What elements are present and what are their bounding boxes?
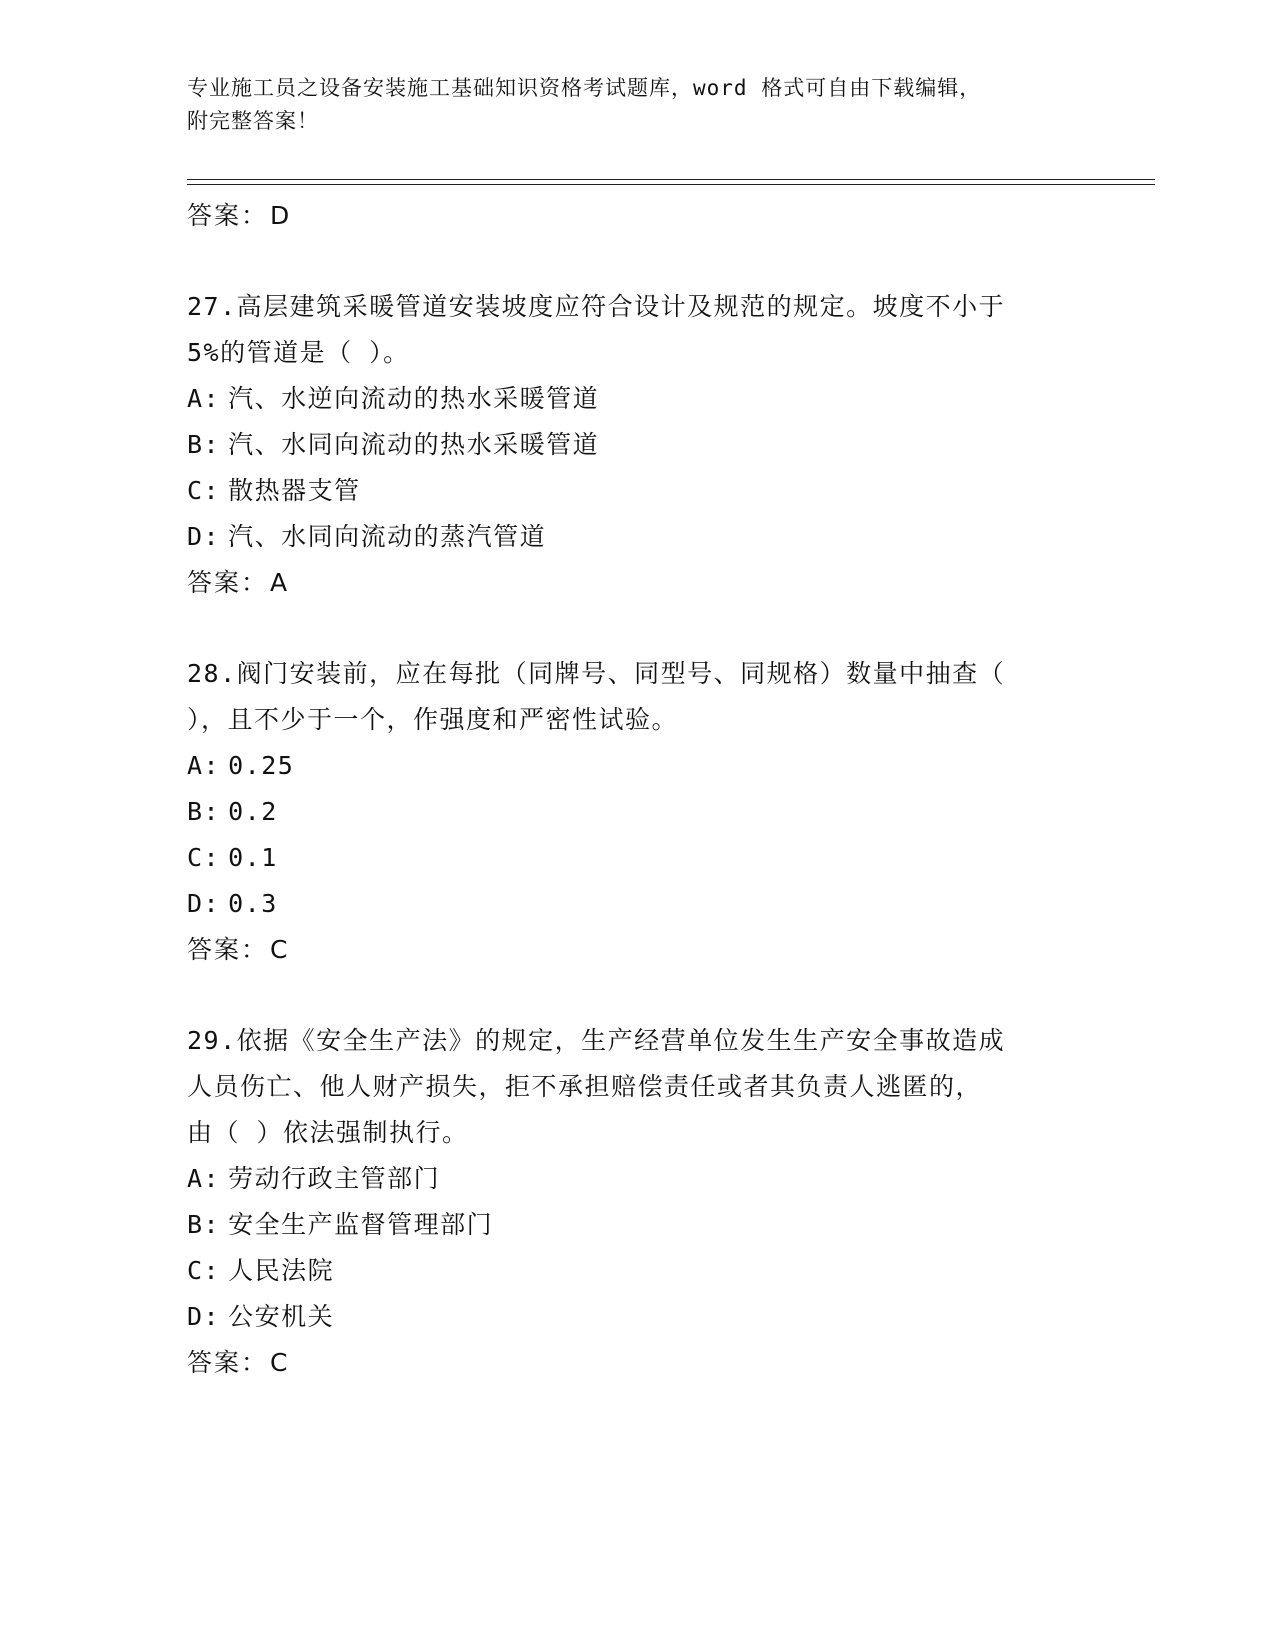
option-label: B: (187, 1210, 221, 1239)
option-label: C: (187, 843, 221, 872)
option-text: 散热器支管 (228, 476, 361, 505)
option-label: A: (187, 384, 221, 413)
option-text: 安全生产监督管理部门 (228, 1210, 494, 1239)
option-b (187, 422, 1087, 468)
answer-value: D (270, 201, 292, 230)
question-27 (187, 284, 1087, 606)
option-text: 汽、水同向流动的蒸汽管道 (228, 522, 547, 551)
option-b (187, 1202, 1087, 1248)
question-stem (187, 284, 1087, 376)
option-c (187, 1248, 1087, 1294)
option-label: C: (187, 476, 221, 505)
option-text: 汽、水同向流动的热水采暖管道 (228, 430, 600, 459)
option-text: 0.25 (228, 751, 295, 780)
option-text: 汽、水逆向流动的热水采暖管道 (228, 384, 600, 413)
header-divider-bottom (187, 184, 1155, 185)
question-stem-line: 27.高层建筑采暖管道安装坡度应符合设计及规范的规定。坡度不小于 (187, 292, 1006, 321)
option-c (187, 468, 1087, 514)
answer-value: C (270, 1348, 290, 1377)
question-answer (187, 927, 1087, 973)
question-answer (187, 560, 1087, 606)
answer-value: C (270, 935, 290, 964)
option-b (187, 789, 1087, 835)
option-label: A: (187, 1164, 221, 1193)
question-29 (187, 1018, 1087, 1386)
question-list (187, 193, 1087, 1386)
option-label: D: (187, 889, 221, 918)
option-label: B: (187, 430, 221, 459)
option-text: 0.2 (228, 797, 278, 826)
answer-value: A (270, 568, 290, 597)
option-label: B: (187, 797, 221, 826)
question-stem (187, 651, 1087, 743)
option-a (187, 743, 1087, 789)
option-label: C: (187, 1256, 221, 1285)
option-label: A: (187, 751, 221, 780)
question-answer (187, 1340, 1087, 1386)
option-a (187, 376, 1087, 422)
option-label: D: (187, 522, 221, 551)
question-stem (187, 1018, 1087, 1156)
option-a (187, 1156, 1087, 1202)
spacer (187, 973, 1087, 1018)
option-c (187, 835, 1087, 881)
option-text: 公安机关 (228, 1302, 335, 1331)
option-text: 劳动行政主管部门 (228, 1164, 441, 1193)
question-28 (187, 651, 1087, 973)
option-d (187, 881, 1087, 927)
question-stem-line: 人员伤亡、他人财产损失，拒不承担赔偿责任或者其负责人逃匿的， (187, 1072, 983, 1101)
question-stem-line: ），且不少于一个，作强度和严密性试验。 (187, 705, 679, 734)
answer-label: 答案： (187, 935, 269, 964)
option-text: 0.1 (228, 843, 278, 872)
option-d (187, 1294, 1087, 1340)
spacer (187, 606, 1087, 651)
question-stem-line: 5%的管道是（ ）。 (187, 338, 410, 367)
header-line-1: 专业施工员之设备安装施工基础知识资格考试题库，word 格式可自由下载编辑， (187, 76, 982, 100)
answer-label: 答案： (187, 568, 269, 597)
header-divider-top (187, 179, 1155, 180)
question-stem-line: 29.依据《安全生产法》的规定，生产经营单位发生生产安全事故造成 (187, 1026, 1006, 1055)
spacer (187, 239, 1087, 284)
previous-answer (187, 193, 1087, 239)
document-header-note (187, 72, 1087, 138)
question-stem-line: 28.阀门安装前，应在每批（同牌号、同型号、同规格）数量中抽查（ (187, 659, 1006, 688)
option-d (187, 514, 1087, 560)
option-text: 0.3 (228, 889, 278, 918)
option-label: D: (187, 1302, 221, 1331)
option-text: 人民法院 (228, 1256, 335, 1285)
answer-label: 答案： (187, 201, 269, 230)
header-line-2: 附完整答案！ (187, 109, 319, 133)
answer-label: 答案： (187, 1348, 269, 1377)
question-stem-line: 由（ ）依法强制执行。 (187, 1118, 469, 1147)
